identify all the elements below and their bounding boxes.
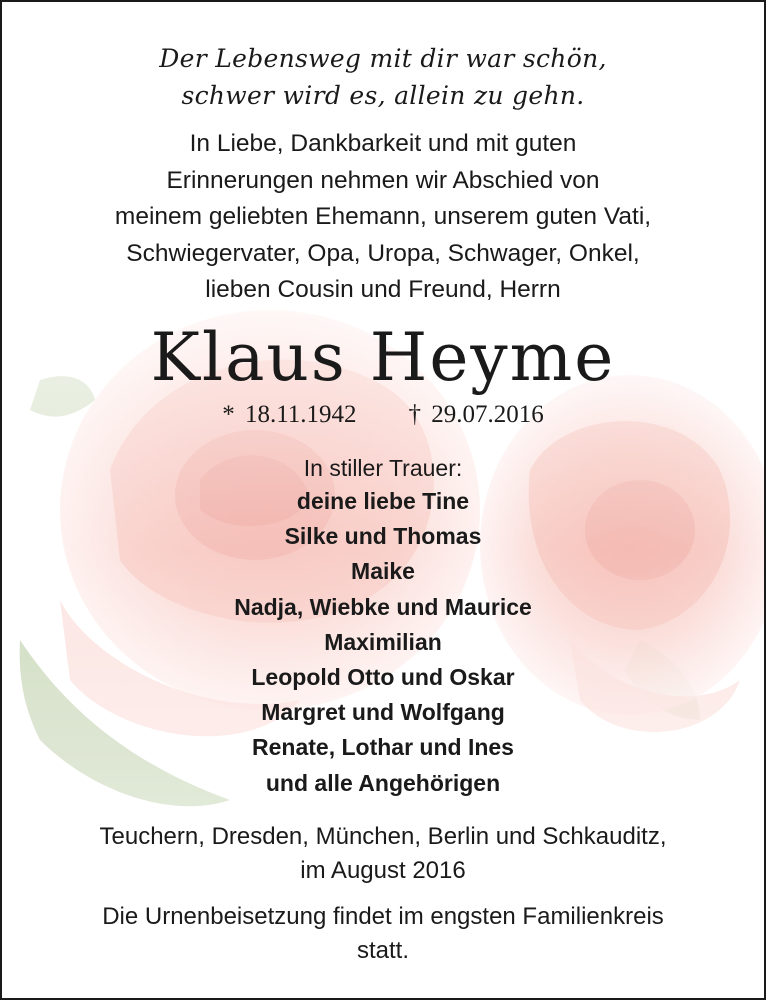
motto-line: Der Lebensweg mit dir war schön, [159, 44, 607, 73]
mourners-heading: In stiller Trauer: [303, 455, 463, 481]
mourner-name: Silke und Thomas [284, 523, 482, 550]
intro-line: lieben Cousin und Freund, Herrn [205, 276, 561, 303]
mourner-name: Margret und Wolfgang [261, 699, 505, 726]
deceased-name: Klaus Heyme [150, 319, 616, 396]
mourner-name: Maike [351, 558, 415, 585]
intro-line: In Liebe, Dankbarkeit und mit guten [189, 130, 577, 157]
mourner-name: Renate, Lothar und Ines [252, 734, 514, 761]
death-date: † 29.07.2016 [408, 401, 544, 428]
mourner-name: Nadja, Wiebke und Maurice [234, 593, 532, 620]
intro-line: meinem geliebten Ehemann, unserem guten Vati, [114, 203, 652, 230]
burial-line: Die Urnenbeisetzung findet im engsten Familienkreis [102, 903, 664, 930]
mourner-name: und alle Angehörigen [265, 769, 501, 796]
date-line: im August 2016 [300, 857, 466, 884]
intro-line: Erinnerungen nehmen wir Abschied von [166, 166, 600, 194]
mourner-name: deine liebe Tine [296, 488, 470, 514]
place-line: Teuchern, Dresden, München, Berlin und Schkauditz, [99, 823, 667, 850]
motto-line: schwer wird es, allein zu gehn. [181, 81, 585, 110]
intro-line: Schwiegervater, Opa, Uropa, Schwager, Onkel, [126, 239, 640, 267]
mourner-name: Maximilian [324, 628, 442, 655]
mourner-name: Leopold Otto und Oskar [251, 663, 515, 690]
burial-line: statt. [356, 937, 410, 964]
birth-date: * 18.11.1942 [222, 401, 357, 428]
